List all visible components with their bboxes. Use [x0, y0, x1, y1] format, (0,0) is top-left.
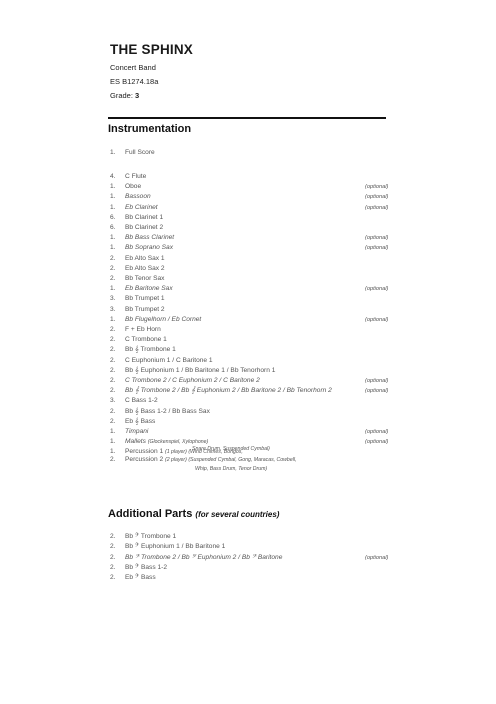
- part-name: [125, 455, 296, 465]
- part-row: [110, 254, 410, 264]
- part-label: Bb 𝄢 Bass 1-2: [125, 563, 167, 571]
- part-name: [125, 376, 260, 386]
- part-name: [125, 532, 176, 542]
- optional-tag: (optional): [365, 429, 389, 435]
- part-label: F + Eb Horn: [125, 326, 161, 333]
- part-count: 2.: [110, 553, 116, 561]
- part-count: 1.: [110, 149, 116, 156]
- part-count: 1.: [110, 244, 116, 252]
- part-name: [125, 223, 163, 233]
- part-count: 3.: [110, 305, 116, 313]
- part-row: [110, 264, 410, 274]
- part-count: 2.: [110, 254, 116, 262]
- part-count: 2.: [110, 377, 116, 384]
- part-count: 1.: [110, 438, 116, 446]
- part-name: Full Score: [125, 149, 155, 156]
- part-label: Eb Baritone Sax: [125, 285, 173, 293]
- part-label: Timpani: [125, 428, 149, 435]
- additional-parts-subtitle: (for several countries): [195, 510, 280, 519]
- part-count: 2.: [110, 417, 116, 425]
- part-count: 2.: [110, 275, 116, 282]
- part-count: 2.: [110, 366, 116, 374]
- part-row: [110, 213, 410, 223]
- grade-line: [110, 91, 139, 100]
- part-row: [110, 427, 410, 437]
- grade-value: 3: [135, 91, 140, 100]
- part-count: 3.: [110, 397, 116, 405]
- part-label: Bb Trumpet 2: [125, 305, 165, 313]
- part-count: 2.: [110, 264, 116, 272]
- part-label: Bb Bass Clarinet: [125, 234, 175, 242]
- part-label: Eb 𝄞 Bass: [125, 417, 156, 425]
- part-name: [125, 542, 225, 552]
- part-label: Bb 𝄢 Trombone 1: [125, 533, 177, 540]
- part-name: [125, 203, 158, 213]
- part-name: [125, 305, 165, 315]
- part-row: [110, 294, 410, 304]
- part-label: Eb Alto Sax 2: [125, 264, 165, 272]
- full-score-row: [110, 148, 410, 158]
- part-count: 2.: [110, 387, 116, 395]
- part-name: [125, 213, 163, 223]
- part-row: [110, 417, 410, 427]
- piece-title: THE SPHINX: [110, 42, 194, 57]
- part-name: [125, 386, 332, 396]
- part-count: 1.: [110, 234, 116, 242]
- part-name: [125, 325, 161, 335]
- part-row: [110, 407, 410, 417]
- catalog-number: ES B1274.18a: [110, 77, 159, 86]
- part-row: [110, 182, 410, 192]
- part-label: Bb Soprano Sax: [125, 244, 174, 252]
- part-label: Bb 𝄞 Bass 1-2 / Bb Bass Sax: [125, 407, 210, 415]
- part-name: [125, 366, 275, 376]
- part-count: 1.: [110, 448, 116, 456]
- part-detail: (2 player) (Suspended Cymbal, Gong, Maracas, Cowbell,: [164, 457, 297, 463]
- part-count: 3.: [110, 295, 116, 303]
- part-name: [125, 407, 210, 417]
- part-count: 2.: [110, 574, 116, 582]
- part-count: 2.: [110, 407, 116, 415]
- part-name: [125, 345, 176, 355]
- part-count: 2.: [110, 543, 116, 551]
- part-label: Bb 𝄢 Trombone 2 / Bb 𝄢 Euphonium 2 / Bb 𝄢 Baritone: [125, 553, 283, 561]
- optional-tag: (optional): [365, 204, 389, 211]
- part-row: [110, 396, 410, 406]
- part-name: [125, 335, 167, 345]
- part-label: Bb Trumpet 1: [125, 295, 165, 303]
- part-count: 1.: [110, 183, 116, 191]
- part-count: 2.: [110, 456, 116, 463]
- percussion-2-row: [110, 455, 410, 465]
- part-count: 1.: [110, 428, 116, 435]
- part-row: [110, 305, 410, 315]
- additional-parts-title: Additional Parts: [108, 508, 193, 520]
- part-label: Eb 𝄢 Bass: [125, 574, 156, 582]
- part-count: 2.: [110, 356, 116, 364]
- part-row: [110, 366, 410, 376]
- part-row: [110, 233, 410, 243]
- part-row: [110, 203, 410, 213]
- part-name: [125, 294, 165, 304]
- part-row: [110, 573, 410, 583]
- part-count: 4.: [110, 173, 116, 180]
- part-label: Bb 𝄢 Euphonium 1 / Bb Baritone 1: [125, 543, 226, 551]
- optional-tag: (optional): [365, 194, 389, 201]
- part-count: 2.: [110, 326, 116, 333]
- part-name: [125, 573, 156, 583]
- part-row: [110, 356, 410, 366]
- header-divider: [108, 117, 386, 119]
- part-name: [125, 233, 174, 243]
- part-label: Percussion 2: [125, 456, 164, 463]
- part-detail: (Glockenspiel, Xylophone): [147, 439, 209, 446]
- part-row: [110, 172, 410, 182]
- part-label: C Trombone 2 / C Euphonium 2 / C Baritone 2: [125, 377, 260, 384]
- part-name: [125, 172, 146, 182]
- part-label: Mallets: [125, 438, 146, 446]
- part-row: [110, 542, 410, 552]
- part-row: [110, 315, 410, 325]
- part-count: 1.: [110, 193, 116, 201]
- optional-tag: (optional): [365, 378, 389, 384]
- part-count: 1.: [110, 203, 116, 211]
- part-row: [110, 335, 410, 345]
- part-row: [110, 325, 410, 335]
- part-name: [125, 254, 165, 264]
- part-label: Bb Flugelhorn / Eb Cornet: [125, 315, 202, 323]
- part-count: 6.: [110, 213, 116, 221]
- optional-tag: (optional): [365, 184, 389, 191]
- part-label: Bb Tenor Sax: [125, 275, 165, 282]
- part-label: Bb Clarinet 1: [125, 213, 164, 221]
- part-name: [125, 315, 201, 325]
- part-name: [125, 396, 158, 406]
- part-row: [110, 274, 410, 284]
- part-count: 2.: [110, 533, 116, 540]
- percussion-2-continuation: Whip, Bass Drum, Tenor Drum): [195, 466, 268, 472]
- part-count: 1.: [110, 315, 116, 323]
- grade-label: Grade:: [110, 91, 133, 100]
- part-name: [125, 192, 151, 202]
- part-label: Bb 𝄞 Trombone 2 / Bb 𝄞 Euphonium 2 / Bb Baritone 2 / Bb Tenorhorn 2: [125, 387, 332, 395]
- ensemble-label: Concert Band: [110, 63, 156, 72]
- part-count: 2.: [110, 336, 116, 344]
- optional-tag: (optional): [365, 245, 389, 252]
- part-count: 6.: [110, 224, 116, 231]
- part-detail: (1 player) (Wind Chimes, Bongos,: [164, 449, 243, 456]
- part-label: C Euphonium 1 / C Baritone 1: [125, 356, 213, 364]
- part-row: [110, 192, 410, 202]
- part-label: Oboe: [125, 183, 142, 191]
- part-name: [125, 356, 213, 366]
- part-row: [110, 376, 410, 386]
- percussion-1-continuation: Snare Drum, Suspended Cymbal): [192, 446, 270, 452]
- part-row: [110, 553, 410, 563]
- part-label: C Trombone 1: [125, 336, 167, 344]
- part-count: 1.: [110, 285, 116, 293]
- part-row: [110, 345, 410, 355]
- optional-tag: (optional): [365, 439, 389, 446]
- optional-tag: (optional): [365, 235, 389, 242]
- part-label: C Flute: [125, 173, 147, 180]
- optional-tag: (optional): [365, 554, 389, 561]
- part-name: [125, 284, 173, 294]
- part-row: [110, 386, 410, 396]
- part-label: Bb Clarinet 2: [125, 224, 164, 231]
- part-label: C Bass 1-2: [125, 397, 158, 405]
- part-row: [110, 243, 410, 253]
- optional-tag: (optional): [365, 286, 389, 293]
- part-count: 2.: [110, 563, 116, 571]
- part-name: [125, 417, 155, 427]
- additional-parts-heading: [108, 508, 279, 520]
- part-label: Bb 𝄞 Trombone 1: [125, 346, 176, 354]
- part-name: [125, 563, 167, 573]
- part-label: Percussion 1: [125, 448, 164, 456]
- optional-tag: (optional): [365, 316, 389, 323]
- part-name: [125, 553, 282, 563]
- part-name: [125, 243, 173, 253]
- part-label: Bb 𝄞 Euphonium 1 / Bb Baritone 1 / Bb Tenorhorn 1: [125, 366, 276, 374]
- part-label: Eb Alto Sax 1: [125, 254, 165, 262]
- part-row: [110, 563, 410, 573]
- instrumentation-heading: Instrumentation: [108, 123, 192, 135]
- part-row: [110, 532, 410, 542]
- part-name: [125, 427, 148, 437]
- part-label: Eb Clarinet: [125, 203, 158, 211]
- optional-tag: (optional): [365, 388, 389, 395]
- part-row: [110, 284, 410, 294]
- part-count: 2.: [110, 346, 116, 354]
- part-name: [125, 274, 164, 284]
- part-name: [125, 182, 141, 192]
- part-row: [110, 223, 410, 233]
- part-label: Bassoon: [125, 193, 151, 201]
- part-name: [125, 264, 165, 274]
